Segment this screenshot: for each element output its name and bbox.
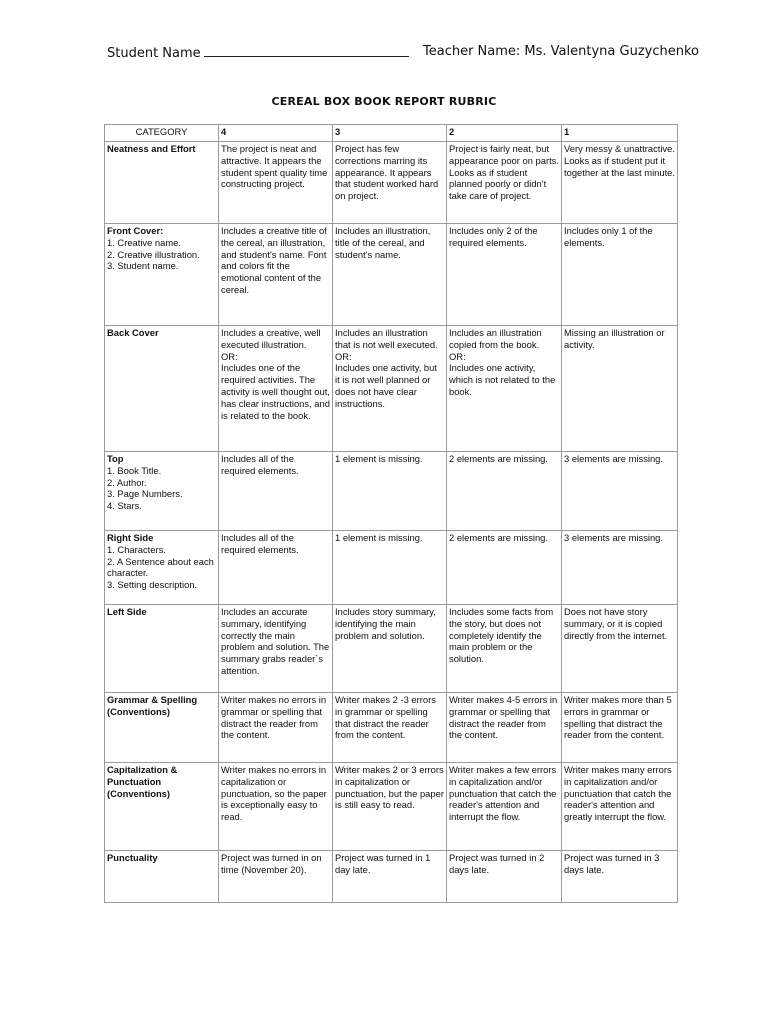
- score-4-cell: Includes a creative title of the cereal, an illustration, and student's name. Font and colors fit the emotional content of the cereal.: [219, 224, 333, 326]
- score-3-cell: Project has few corrections marring its appearance. It appears that student worked hard on project.: [333, 142, 447, 224]
- table-row: [105, 326, 678, 452]
- category-item: 3. Page Numbers.: [107, 488, 183, 500]
- column-header-1: 1: [562, 125, 678, 142]
- score-1-cell: Writer makes more than 5 errors in grammar or spelling that distract the reader from the content.: [562, 693, 678, 763]
- category-cell: [105, 693, 219, 763]
- score-3-cell: Project was turned in 1 day late.: [333, 851, 447, 903]
- rubric-table: [104, 124, 678, 903]
- score-2-cell: Writer makes 4-5 errors in grammar or spelling that distract the reader from the content.: [447, 693, 562, 763]
- category-label: Punctuality: [107, 852, 158, 863]
- score-4-cell: Writer makes no errors in grammar or spelling that distract the reader from the content.: [219, 693, 333, 763]
- student-name-label: Student Name: [107, 46, 201, 61]
- category-cell: [105, 142, 219, 224]
- category-label: Right Side: [107, 532, 154, 543]
- table-row: [105, 452, 678, 531]
- score-1-cell: Includes only 1 of the elements.: [562, 224, 678, 326]
- score-2-cell: Includes an illustration copied from the book. OR: Includes one activity, which is not related to the book.: [447, 326, 562, 452]
- table-row: [105, 224, 678, 326]
- score-4-cell: Writer makes no errors in capitalization or punctuation, so the paper is exceptionally easy to read.: [219, 763, 333, 851]
- column-header-2: 2: [447, 125, 562, 142]
- score-4-cell: Includes a creative, well executed illustration. OR: Includes one of the required activities. The activity is well thought out, has clear instructions, and is related to the book.: [219, 326, 333, 452]
- score-1-cell: Project was turned in 3 days late.: [562, 851, 678, 903]
- score-3-cell: 1 element is missing.: [333, 452, 447, 531]
- score-1-cell: 3 elements are missing.: [562, 531, 678, 605]
- score-4-cell: The project is neat and attractive. It appears the student spent quality time constructing project.: [219, 142, 333, 224]
- category-cell: [105, 851, 219, 903]
- category-label: Left Side: [107, 606, 147, 617]
- category-label: Neatness and Effort: [107, 143, 196, 154]
- category-cell: [105, 531, 219, 605]
- category-cell: [105, 224, 219, 326]
- document-header: [107, 44, 699, 66]
- category-item: 1. Creative name.: [107, 236, 181, 248]
- score-2-cell: Project is fairly neat, but appearance poor on parts. Looks as if student planned poorly or didn't take care of project.: [447, 142, 562, 224]
- score-3-cell: Includes story summary, identifying the main problem and solution.: [333, 605, 447, 693]
- table-row: [105, 531, 678, 605]
- score-3-cell: Includes an illustration that is not well executed. OR: Includes one activity, but it is not well planned or does not have clear instructions.: [333, 326, 447, 452]
- category-item: 3. Setting description.: [107, 579, 198, 591]
- category-item: 3. Student name.: [107, 260, 179, 272]
- category-item: 2. Creative illustration.: [107, 248, 200, 260]
- category-label: Capitalization & Punctuation (Conventions): [107, 764, 178, 799]
- category-label: Back Cover: [107, 327, 159, 338]
- category-item: 4. Stars.: [107, 500, 142, 512]
- column-header-3: 3: [333, 125, 447, 142]
- category-label: Top: [107, 453, 124, 464]
- column-header-4: 4: [219, 125, 333, 142]
- category-item: 2. A Sentence about each character.: [107, 555, 214, 579]
- score-4-cell: Project was turned in on time (November 20).: [219, 851, 333, 903]
- score-3-cell: Includes an illustration, title of the cereal, and student's name.: [333, 224, 447, 326]
- category-cell: [105, 452, 219, 531]
- score-2-cell: 2 elements are missing.: [447, 452, 562, 531]
- score-1-cell: 3 elements are missing.: [562, 452, 678, 531]
- student-name-blank-line: [204, 44, 409, 57]
- score-4-cell: Includes an accurate summary, identifying correctly the main problem and solution. The summary grabs reader`s attention.: [219, 605, 333, 693]
- score-2-cell: Project was turned in 2 days late.: [447, 851, 562, 903]
- table-row: [105, 142, 678, 224]
- score-1-cell: Missing an illustration or activity.: [562, 326, 678, 452]
- category-label: Front Cover:: [107, 225, 164, 236]
- document-title: CEREAL BOX BOOK REPORT RUBRIC: [271, 95, 497, 108]
- score-3-cell: Writer makes 2 -3 errors in grammar or spelling that distract the reader from the content.: [333, 693, 447, 763]
- table-row: [105, 851, 678, 903]
- score-3-cell: 1 element is missing.: [333, 531, 447, 605]
- table-row: [105, 605, 678, 693]
- score-1-cell: Does not have story summary, or it is copied directly from the internet.: [562, 605, 678, 693]
- category-cell: [105, 326, 219, 452]
- score-2-cell: Includes some facts from the story, but does not completely identify the main problem or the solution.: [447, 605, 562, 693]
- score-3-cell: Writer makes 2 or 3 errors in capitalization or punctuation, but the paper is still easy to read.: [333, 763, 447, 851]
- column-header-category: CATEGORY: [105, 125, 219, 142]
- score-1-cell: Very messy & unattractive. Looks as if student put it together at the last minute.: [562, 142, 678, 224]
- student-name-field: [107, 44, 409, 61]
- category-label: Grammar & Spelling (Conventions): [107, 694, 198, 717]
- category-cell: [105, 763, 219, 851]
- score-2-cell: Writer makes a few errors in capitalization and/or punctuation that catch the reader's attention and interrupt the flow.: [447, 763, 562, 851]
- score-1-cell: Writer makes many errors in capitalization and/or punctuation that catch the reader's attention and greatly interrupt the flow.: [562, 763, 678, 851]
- teacher-name: Teacher Name: Ms. Valentyna Guzychenko: [423, 44, 699, 59]
- rubric-header-row: [105, 125, 678, 142]
- score-4-cell: Includes all of the required elements.: [219, 531, 333, 605]
- category-item: 1. Book Title.: [107, 464, 162, 476]
- category-item: 2. Author.: [107, 476, 147, 488]
- category-item: 1. Characters.: [107, 543, 166, 555]
- table-row: [105, 763, 678, 851]
- score-2-cell: Includes only 2 of the required elements.: [447, 224, 562, 326]
- score-2-cell: 2 elements are missing.: [447, 531, 562, 605]
- score-4-cell: Includes all of the required elements.: [219, 452, 333, 531]
- category-cell: [105, 605, 219, 693]
- table-row: [105, 693, 678, 763]
